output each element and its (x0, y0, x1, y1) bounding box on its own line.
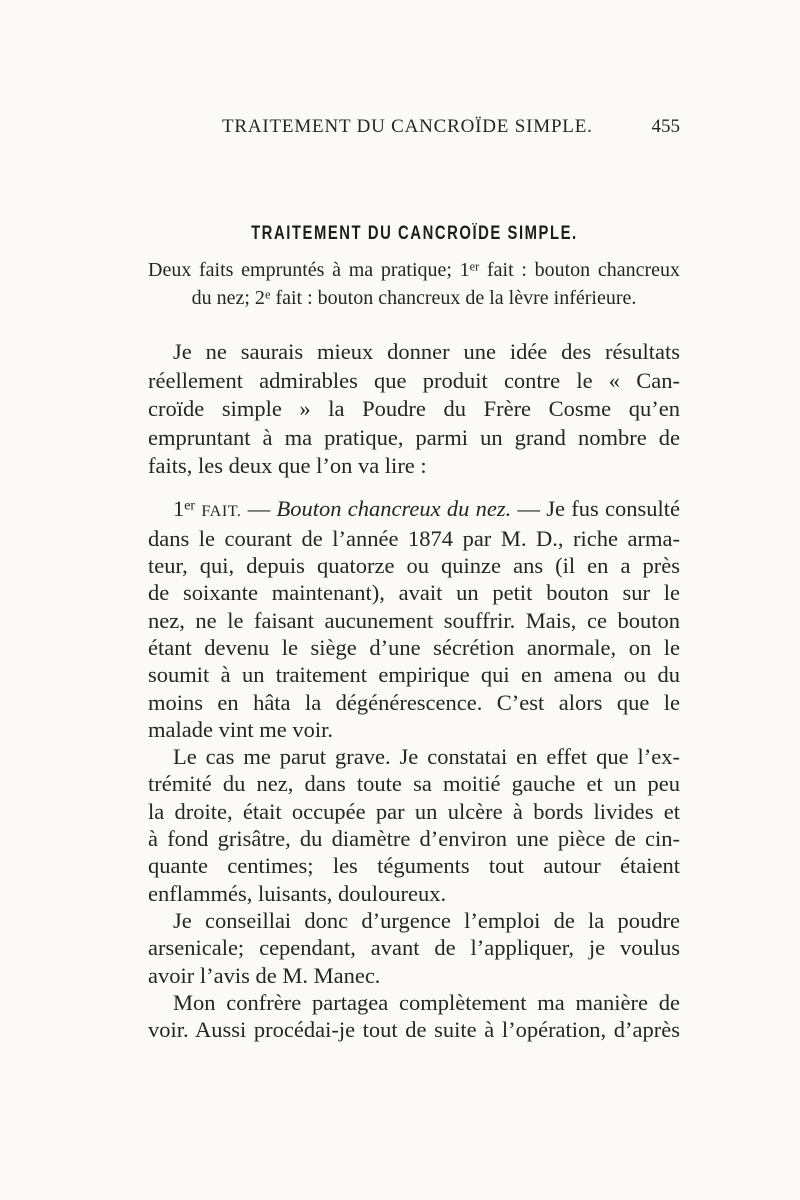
paragraph-5 (148, 989, 680, 1044)
case-heading-line (148, 495, 680, 525)
text-line: nez, ne le faisant aucunement souffrir. Mais, ce bouton (148, 607, 680, 633)
summary-line (148, 284, 680, 312)
paragraph-4 (148, 907, 680, 989)
case-text: — Je fus consulté (517, 495, 681, 521)
section-title (148, 216, 680, 246)
text-line: dans le courant de l’année 1874 par M. D., riche arma- (148, 525, 680, 551)
text-line: à fond grisâtre, du diamètre d’environ une pièce de cin- (148, 826, 680, 852)
text-line: moins en hâta la dégénérescence. C’est alors que le (148, 689, 680, 715)
text-line: quante centimes; les téguments tout autour étaient (148, 853, 680, 879)
case-number: 1 (173, 495, 185, 521)
summary-text: du nez; 2 (191, 287, 265, 309)
text-line: empruntant à ma pratique, parmi un grand nombre de (148, 424, 680, 450)
text-line: faits, les deux que l’on va lire : (148, 453, 427, 478)
running-header (0, 115, 800, 139)
text-line: avoir l’avis de M. Manec. (148, 962, 381, 988)
ordinal-superscript: e (264, 287, 271, 302)
ordinal-superscript: er (184, 498, 196, 514)
case-title: Bouton chancreux du nez. (276, 495, 512, 521)
text-line: trémité du nez, dans toute sa moitié gauche et un peu (148, 771, 680, 797)
paragraph-3 (148, 743, 680, 907)
text-line: voir. Aussi procédai-je tout de suite à l’opération, d’après (148, 1017, 680, 1043)
paragraph-1 (148, 338, 680, 481)
paragraph-2 (148, 495, 680, 744)
text-line: Je conseillai donc d’urgence l’emploi de la poudre (173, 907, 680, 933)
text-line: malade vint me voir. (148, 716, 333, 742)
text-line: soumit à un traitement empirique qui en amena ou du (148, 662, 680, 688)
text-line: croïde simple » la Poudre du Frère Cosme qu’en (148, 396, 680, 421)
page-number: 455 (651, 116, 680, 137)
summary-text: fait : bouton chancreux de la lèvre inférieure. (275, 287, 637, 309)
text-line: étant devenu le siège d’une sécrétion anormale, on le (148, 634, 680, 660)
running-header-title: TRAITEMENT DU CANCROÏDE SIMPLE. (222, 116, 593, 137)
text-line: Je ne saurais mieux donner une idée des résultats (173, 339, 680, 364)
summary-text: fait : bouton chancreux (486, 259, 681, 281)
text-line: la droite, était occupée par un ulcère à bords livides et (148, 798, 680, 824)
case-label: FAIT. (201, 501, 242, 520)
summary-text: Deux faits empruntés à ma pratique; 1 (148, 259, 470, 281)
body-text (148, 338, 680, 1043)
summary-line (148, 256, 680, 284)
text-line: teur, qui, depuis quatorze ou quinze ans (il en a près (148, 553, 680, 579)
text-line: enflammés, luisants, douloureux. (148, 880, 447, 906)
text-line: Le cas me parut grave. Je constatai en effet que l’ex- (173, 744, 680, 770)
text-line: de soixante maintenant), avait un petit bouton sur le (148, 580, 680, 606)
text-line: arsenicale; cependant, avant de l’appliquer, je voulus (148, 935, 680, 961)
section-title-text: TRAITEMENT DU CANCROÏDE SIMPLE. (250, 223, 578, 244)
ordinal-superscript: er (469, 259, 480, 274)
text-line: Mon confrère partagea complètement ma manière de (173, 989, 680, 1015)
text-line: réellement admirables que produit contre le « Can- (148, 367, 680, 393)
section-summary (148, 256, 680, 312)
em-dash: — (247, 495, 271, 521)
